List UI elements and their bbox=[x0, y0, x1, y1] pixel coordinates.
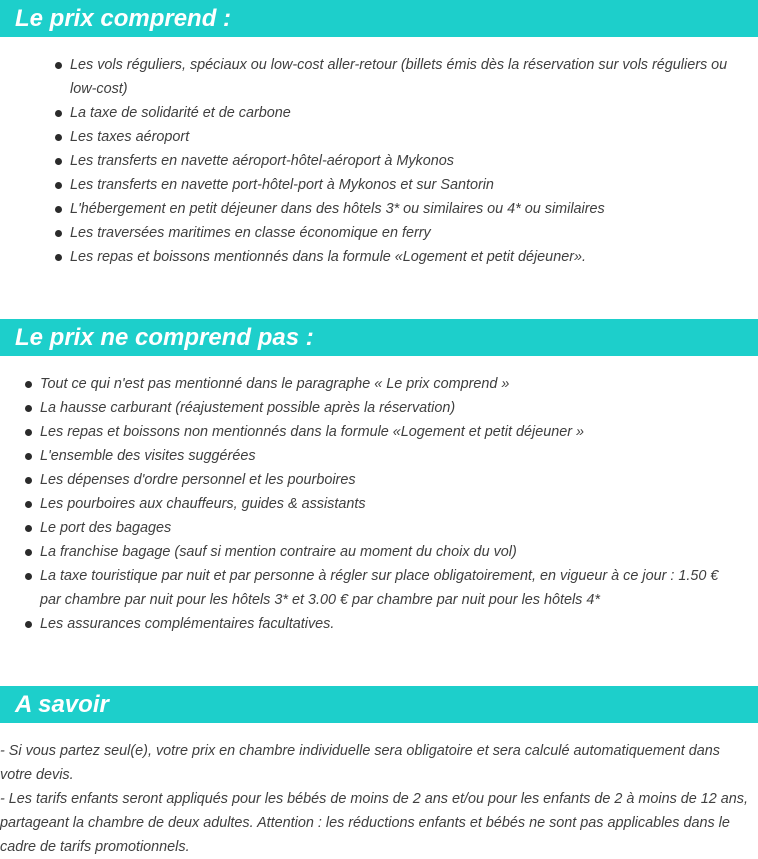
list-item: L'ensemble des visites suggérées bbox=[40, 444, 740, 468]
list-item: Les vols réguliers, spéciaux ou low-cost aller-retour (billets émis dès la réservation sur vols réguliers ou low-cost) bbox=[70, 53, 750, 101]
list-item: Les assurances complémentaires facultatives. bbox=[40, 612, 740, 636]
list-item: Les repas et boissons non mentionnés dans la formule «Logement et petit déjeuner » bbox=[40, 420, 740, 444]
info-notes bbox=[0, 739, 752, 859]
list-item: Les taxes aéroport bbox=[70, 125, 750, 149]
list-item: La taxe de solidarité et de carbone bbox=[70, 101, 750, 125]
list-item: Les dépenses d'ordre personnel et les pourboires bbox=[40, 468, 740, 492]
list-item: La hausse carburant (réajustement possible après la réservation) bbox=[40, 396, 740, 420]
list-item: Tout ce qui n'est pas mentionné dans le paragraphe « Le prix comprend » bbox=[40, 372, 740, 396]
list-item: Le port des bagages bbox=[40, 516, 740, 540]
included-list bbox=[70, 53, 750, 269]
list-item: Les transferts en navette port-hôtel-port à Mykonos et sur Santorin bbox=[70, 173, 750, 197]
excluded-list bbox=[40, 372, 740, 636]
list-item: La taxe touristique par nuit et par personne à régler sur place obligatoirement, en vigueur à ce jour : 1.50 € par chambre par nuit pour les hôtels 3* et 3.00 € par chambre par nuit pour les hôtels 4* bbox=[40, 564, 740, 612]
excluded-heading: Le prix ne comprend pas : bbox=[0, 319, 758, 356]
info-heading: A savoir bbox=[0, 686, 758, 723]
list-item: Les transferts en navette aéroport-hôtel-aéroport à Mykonos bbox=[70, 149, 750, 173]
info-paragraph-single: - Si vous partez seul(e), votre prix en chambre individuelle sera obligatoire et sera calculé automatiquement dans votre devis. bbox=[0, 743, 720, 783]
included-heading: Le prix comprend : bbox=[0, 0, 758, 37]
list-item: La franchise bagage (sauf si mention contraire au moment du choix du vol) bbox=[40, 540, 740, 564]
list-item: Les pourboires aux chauffeurs, guides & assistants bbox=[40, 492, 740, 516]
list-item: Les repas et boissons mentionnés dans la formule «Logement et petit déjeuner». bbox=[70, 245, 750, 269]
list-item: Les traversées maritimes en classe économique en ferry bbox=[70, 221, 750, 245]
list-item: L'hébergement en petit déjeuner dans des hôtels 3* ou similaires ou 4* ou similaires bbox=[70, 197, 750, 221]
info-paragraph-children: - Les tarifs enfants seront appliqués pour les bébés de moins de 2 ans et/ou pour les enfants de 2 à moins de 12 ans, partageant la chambre de deux adultes. Attention : les réductions enfants et bébés ne sont pas applicables dans le cadre de tarifs promotionnels. bbox=[0, 791, 748, 855]
